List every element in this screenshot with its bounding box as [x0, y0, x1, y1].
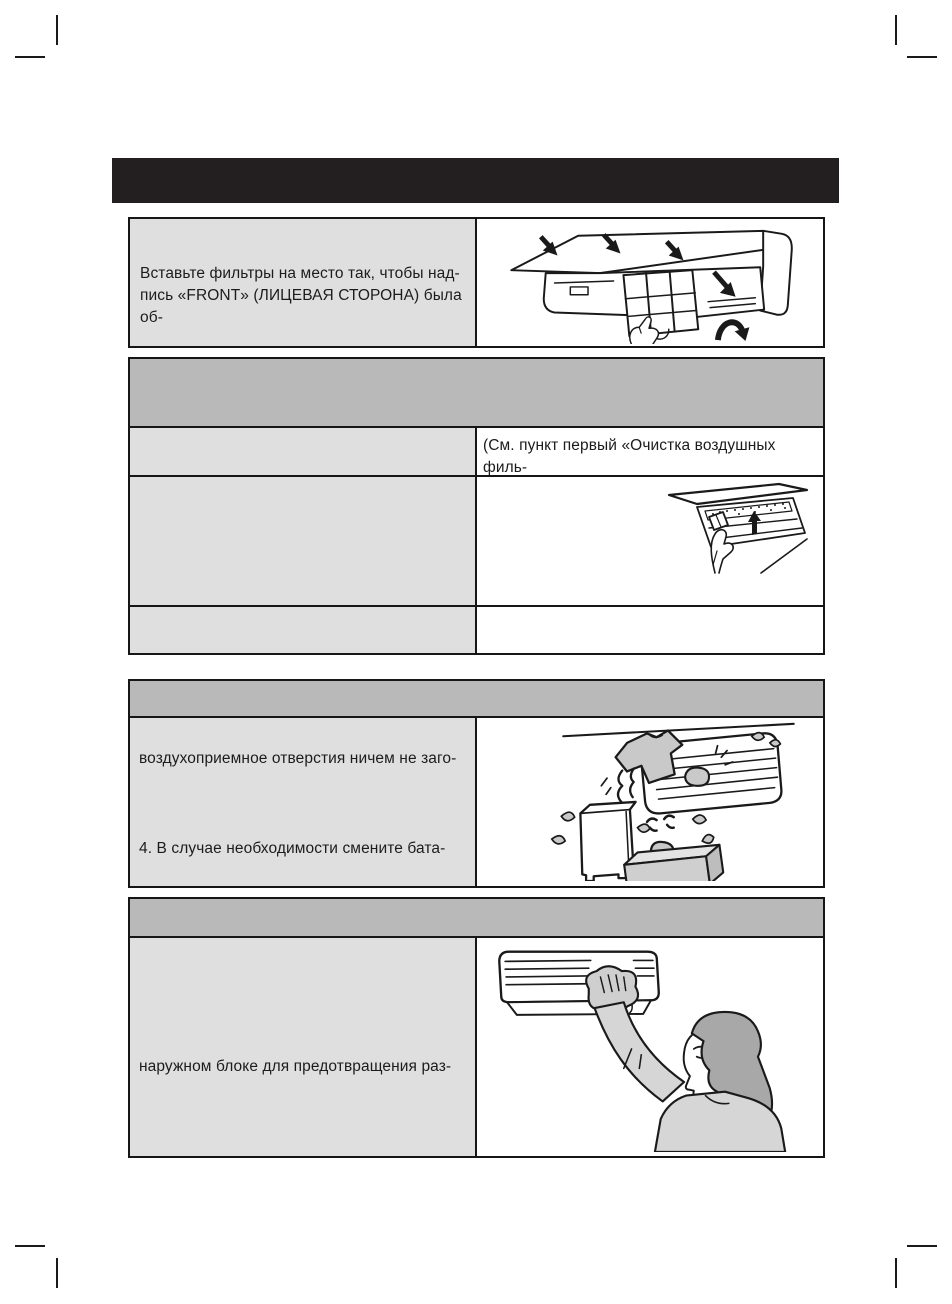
instruction-text-cell: [130, 219, 477, 346]
table-before-season: [128, 679, 825, 888]
table-header-row: [130, 681, 823, 718]
table-header-row: [130, 899, 823, 938]
table-row: [130, 938, 823, 1156]
instruction-line: Вставьте фильтры на место так, чтобы над-: [140, 265, 460, 282]
crop-mark-top-left-v: [56, 15, 58, 45]
crop-mark-bottom-left-h: [15, 1245, 45, 1247]
instruction-text-cell: [130, 428, 477, 475]
illustration-cell: [477, 718, 823, 886]
deodorizing-filter-insert-illustration: [657, 481, 817, 577]
table-row: [130, 718, 823, 886]
blocked-air-inlet-warning-illustration: [533, 721, 803, 881]
crop-mark-bottom-right-h: [907, 1245, 937, 1247]
empty-cell: [477, 607, 823, 653]
table-filter-cleaning: [128, 357, 825, 655]
illustration-cell: [477, 219, 823, 346]
instruction-text-cell: [130, 938, 477, 1156]
table-row: [130, 477, 823, 607]
table-row: [130, 219, 823, 346]
table-header-row: [130, 359, 823, 428]
instruction-text-cell: [130, 477, 477, 605]
section-title-bar: [112, 158, 839, 203]
table-row: [130, 607, 823, 653]
instruction-line: 4. В случае необходимости смените бата-: [139, 840, 446, 857]
illustration-cell: [477, 477, 823, 605]
instruction-text-cell: [130, 718, 477, 886]
table-unit-cleaning: [128, 897, 825, 1158]
crop-mark-bottom-right-v: [895, 1258, 897, 1288]
crop-mark-top-right-v: [895, 15, 897, 45]
crop-mark-bottom-left-v: [56, 1258, 58, 1288]
illustration-cell: [477, 938, 823, 1156]
instruction-line: пись «FRONT» (ЛИЦЕВАЯ СТОРОНА) была об-: [140, 287, 462, 326]
filter-insert-illustration: [481, 221, 821, 344]
reference-line: (См. пункт первый «Очистка воздушных филь-: [483, 437, 776, 475]
instruction-text-cell: [130, 607, 477, 653]
wipe-indoor-unit-illustration: [481, 940, 821, 1152]
instruction-line: наружном блоке для предотвращения раз-: [139, 1058, 452, 1075]
table-row: [130, 428, 823, 477]
reference-text-cell: [477, 428, 823, 475]
crop-mark-top-right-h: [907, 56, 937, 58]
crop-mark-top-left-h: [15, 56, 45, 58]
table-filter-reinstall: [128, 217, 825, 348]
instruction-line: воздухоприемное отверстия ничем не заго-: [139, 750, 457, 767]
